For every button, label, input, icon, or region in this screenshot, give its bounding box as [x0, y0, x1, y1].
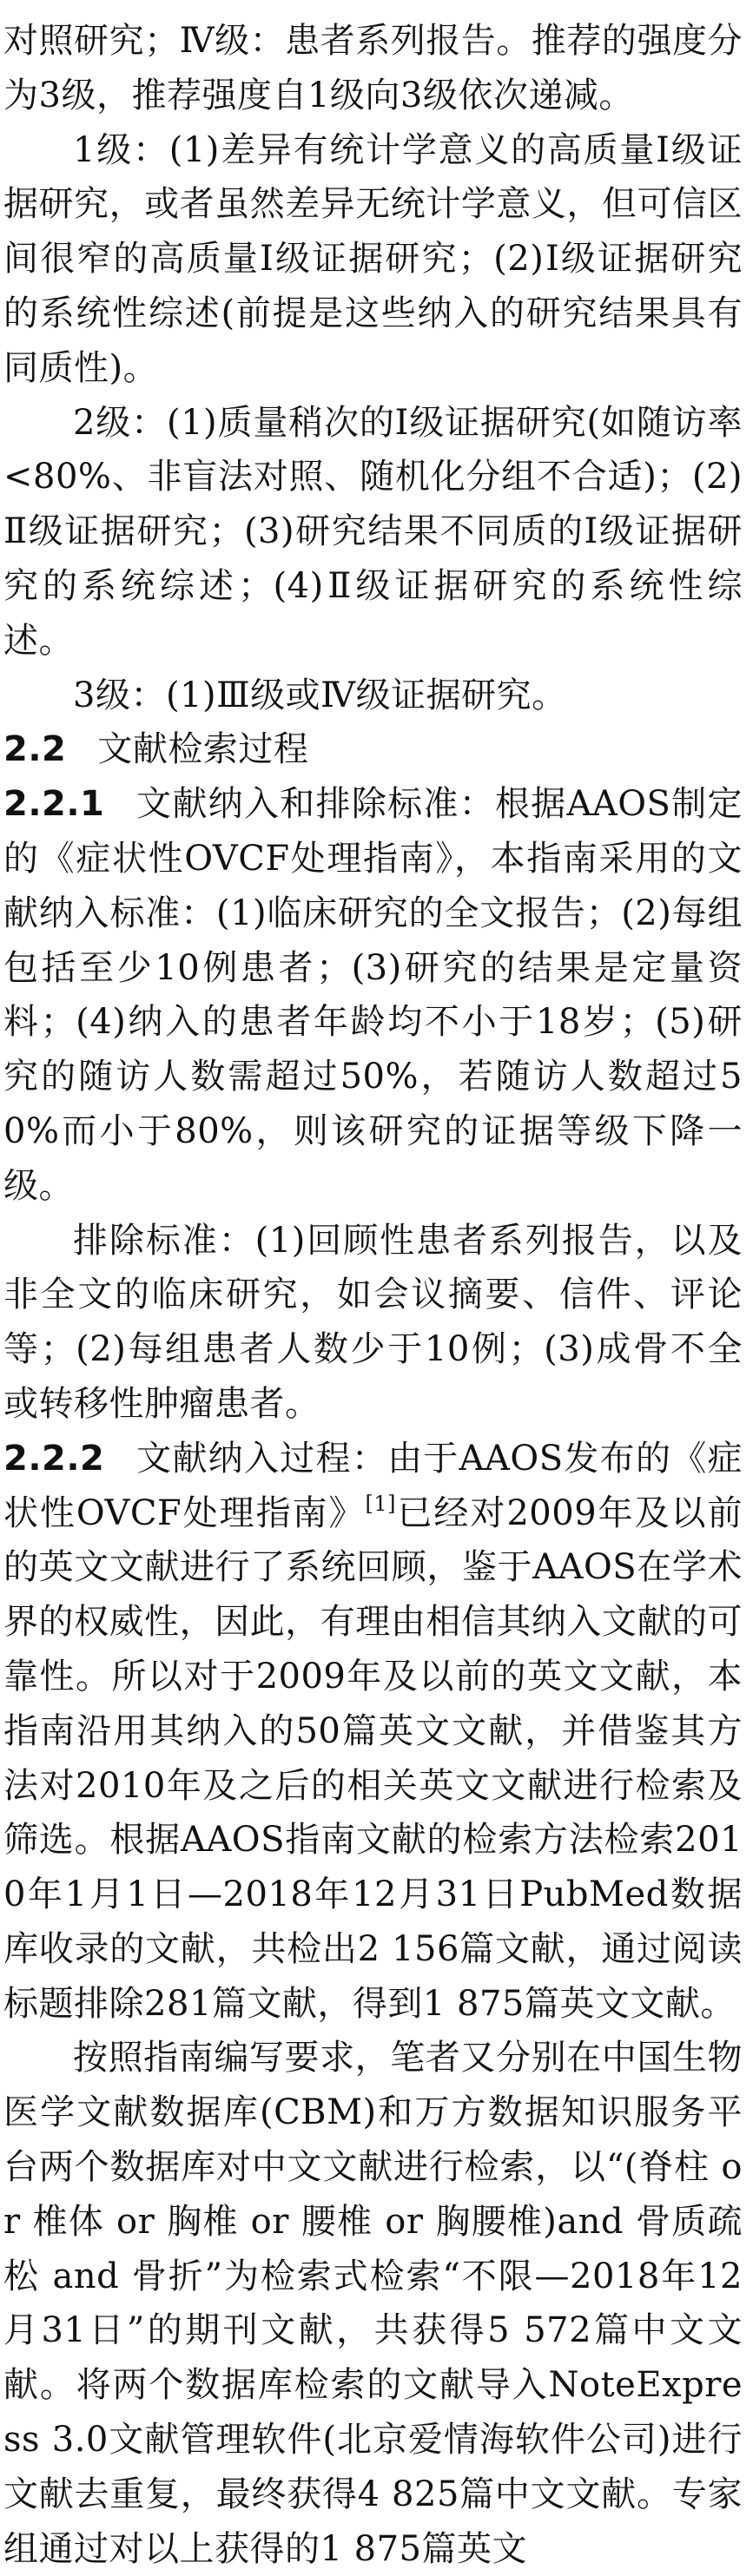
section-heading-2-2	[3, 722, 743, 777]
paragraph-grade-3: 3级：(1)Ⅲ级或Ⅳ级证据研究。	[73, 675, 567, 715]
paragraph-grade-2: 2级：(1)质量稍次的Ⅰ级证据研究(如随访率<80%、非盲法对照、随机化分组不合适)；(2)Ⅱ级证据研究；(3)研究结果不同质的Ⅰ级证据研究的系统综述；(4)Ⅱ级证据研究的系统性综述。	[3, 402, 743, 661]
paragraph-grade-1: 1级：(1)差异有统计学意义的高质量Ⅰ级证据研究，或者虽然差异无统计学意义，但可信区间很窄的高质量Ⅰ级证据研究；(2)Ⅰ级证据研究的系统性综述(前提是这些纳入的研究结果具有同质性)。	[3, 129, 743, 388]
section-number: 2.2	[3, 729, 67, 770]
paragraph-evidence-levels-end: 对照研究；Ⅳ级：患者系列报告。推荐的强度分为3级，推荐强度自1级向3级依次递减。	[3, 21, 743, 115]
subsection-number: 2.2.1	[3, 784, 105, 825]
subsection-text-body: 已经对2009年及以前的英文文献进行了系统回顾，鉴于AAOS在学术界的权威性，因此，有理由相信其纳入文献的可靠性。所以对于2009年及以前的英文文献，本指南沿用其纳入的50篇英文文献，并借鉴其方法对2010年及之后的相关英文文献进行检索及筛选。根据AAOS指南文献的检索方法检索2010年1月1日—2018年12月31日PubMed数据库收录的文献，共检出2 156篇文献，通过阅读标题排除281篇文献，得到1 875篇英文文献。	[3, 1492, 743, 2024]
paragraph-2-2-2-process	[3, 1432, 743, 2032]
paragraph-chinese-literature-search: 按照指南编写要求，笔者又分别在中国生物医学文献数据库(CBM)和万方数据知识服务平台两个数据库对中文文献进行检索，以“(脊柱 or 椎体 or 胸椎 or 腰椎 or 胸腰椎)and 骨质疏松 and 骨折”为检索式检索“不限—2018年12月31日”的期刊文献，共获得5 572篇中文文献。将两个数据库检索的文献导入NoteExpress 3.0文献管理软件(北京爱情海软件公司)进行文献去重复，最终获得4 825篇中文文献。专家组通过对以上获得的1 875篇英文	[3, 2038, 743, 2569]
subsection-text: 文献纳入和排除标准：根据AAOS制定的《症状性OVCF处理指南》，本指南采用的文献纳入标准：(1)临床研究的全文报告；(2)每组包括至少10例患者；(3)研究的结果是定量资料；(4)纳入的患者年龄均不小于18岁；(5)研究的随访人数需超过50%，若随访人数超过50%而小于80%，则该研究的证据等级下降一级。	[3, 784, 743, 1206]
subsection-text-lead: 文献纳入过程：由于AAOS发布的《症状性OVCF处理指南》	[3, 1438, 743, 1533]
section-title: 文献检索过程	[97, 729, 309, 770]
subsection-number: 2.2.2	[3, 1438, 105, 1479]
citation-reference: [1]	[365, 1491, 397, 1516]
paragraph-exclusion-criteria: 排除标准：(1)回顾性患者系列报告，以及非全文的临床研究，如会议摘要、信件、评论等；(2)每组患者人数少于10例；(3)成骨不全或转移性肿瘤患者。	[3, 1220, 743, 1424]
paragraph-2-2-1-criteria	[3, 777, 743, 1213]
